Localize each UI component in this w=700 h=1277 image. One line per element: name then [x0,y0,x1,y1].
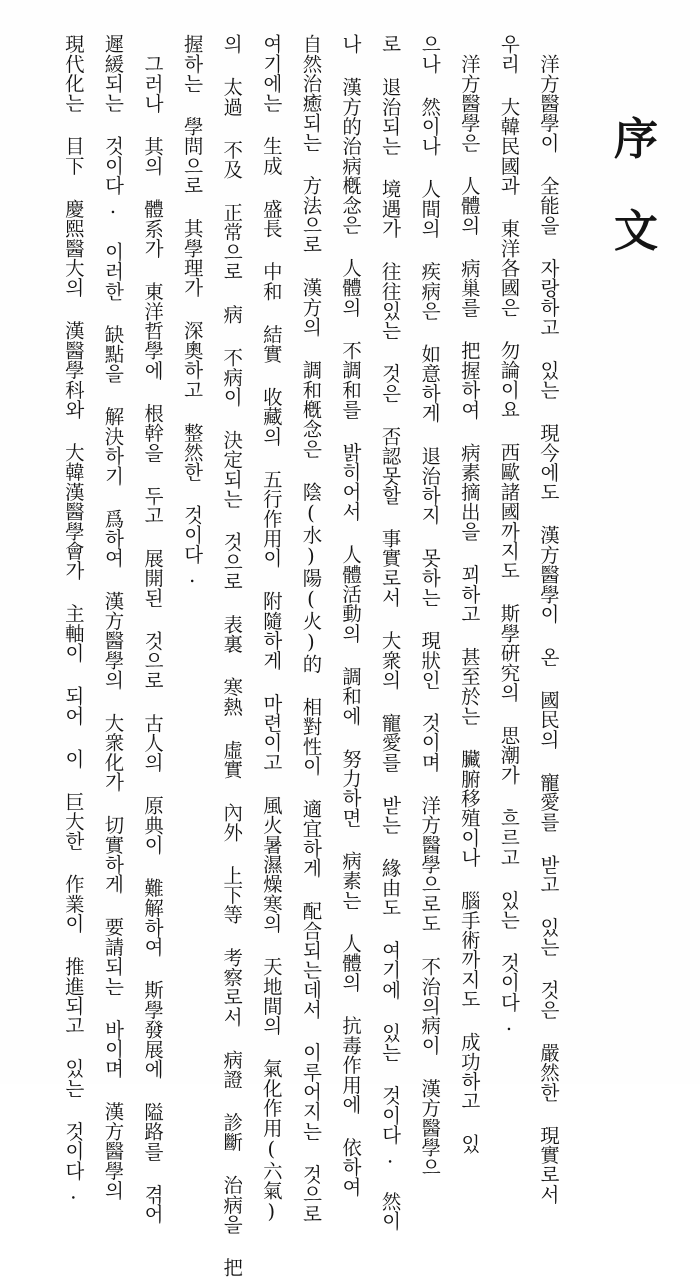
text-line: 그러나 其의 體系가 東洋哲學에 根幹을 두고 展開된 것으로 古人의 原典이 難解하여 斯學發展에 隘路를 겪어 [141,54,165,1225]
text-line: 握하는 學問으로 其學理가 深奧하고 整然한 것이다. [180,34,204,588]
preface-body [53,34,568,1277]
text-line: 自然治癒되는 方法으로 漢方의 調和槪念은 陰(水)陽(火)的 相對性이 適宜하게 配合되는데서 이루어지는 것으로 [299,34,323,1224]
text-line: 나 漢方的治病槪念은 人體의 不調和를 밝히어서 人體活動의 調和에 努力하면 病素는 人體의 抗毒作用에 依하여 [339,34,363,1197]
text-line: 로 退治되는 境遇가 往往있는 것은 否認못할 事實로서 大衆의 寵愛를 받는 緣由도 여기에 있는 것이다. 然이 [378,34,402,1231]
text-line: 우리 大韓民國과 東洋各國은 勿論이요 西歐諸國까지도 斯學硏究의 思潮가 흐르고 있는 것이다. [497,34,521,1036]
title-char: 序 [614,114,658,165]
text-line: 의 太過 不及 正常으로 病 不病이 決定되는 것으로 表裏 寒熱 虛實 內外 上下等 考察로서 病證 診斷 治病을 把 [220,34,244,1277]
text-line: 여기에는 生成 盛長 中和 結實 收藏의 五行作用이 附隨하게 마련이고 風火暑濕燥寒의 天地間의 氣化作用(六氣) [259,34,283,1224]
text-line: 으나 然이나 人間의 疾病은 如意하게 退治하지 못하는 現狀인 것이며 洋方醫學으로도 不治의病이 漢方醫學으 [418,34,442,1177]
text-line: 洋方醫學은 人體의 病巢를 把握하여 病素摘出을 꾀하고 甚至於는 臟腑移殖이나 腦手術까지도 成功하고 있 [457,54,481,1155]
text-line: 現代化는 目下 慶熙醫大의 漢醫學科와 大韓漢醫學會가 主軸이 되어 이 巨大한 作業이 推進되고 있는 것이다. [61,34,85,1204]
preface-title [608,114,664,257]
text-line: 遲緩되는 것이다. 이러한 缺點을 解決하기 爲하여 漢方醫學의 大衆化가 切實하게 要請되는 바이며 漢方醫學의 [101,34,125,1201]
title-char: 文 [614,206,658,257]
text-line: 洋方醫學이 全能을 자랑하고 있는 現今에도 漢方醫學이 온 國民의 寵愛를 받고 있는 것은 嚴然한 現實로서 [537,54,560,1205]
